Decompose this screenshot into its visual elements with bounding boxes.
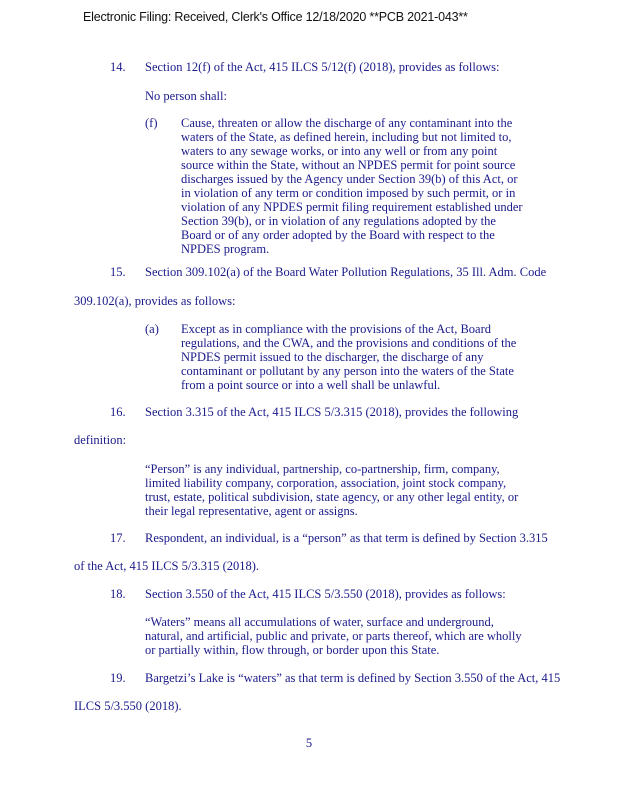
paragraph-text: Bargetzi’s Lake is “waters” as that term is defined by Section 3.550 of the Act, 415 xyxy=(145,671,561,685)
paragraph-continuation: of the Act, 415 ILCS 5/3.315 (2018). xyxy=(74,559,260,573)
paragraph-continuation: ILCS 5/3.550 (2018). xyxy=(74,699,182,713)
page-number: 5 xyxy=(305,736,313,750)
paragraph-number: 18. xyxy=(110,587,126,601)
quote-line: “Waters” means all accumulations of water, surface and underground, xyxy=(145,615,494,629)
clause-line: violation of any NPDES permit filing requirement established under xyxy=(181,200,523,214)
quote-line: natural, and artificial, public and private, or parts thereof, which are wholly xyxy=(145,629,522,643)
clause-line: Except as in compliance with the provisions of the Act, Board xyxy=(181,322,491,336)
clause-line: Board or of any order adopted by the Board with respect to the xyxy=(181,228,495,242)
paragraph-number: 17. xyxy=(110,531,126,545)
quote-line: trust, estate, political subdivision, state agency, or any other legal entity, or xyxy=(145,490,519,504)
clause-line: waters to any sewage works, or into any well or from any point xyxy=(181,144,498,158)
clause-line: regulations, and the CWA, and the provisions and conditions of the xyxy=(181,336,517,350)
quoted-definition xyxy=(145,462,518,518)
clause-text xyxy=(181,322,516,392)
clause-line: Cause, threaten or allow the discharge of any contaminant into the xyxy=(181,116,513,130)
paragraph-continuation: 309.102(a), provides as follows: xyxy=(74,294,236,308)
paragraph-continuation: definition: xyxy=(74,433,127,447)
paragraph-text: Section 12(f) of the Act, 415 ILCS 5/12(f) (2018), provides as follows: xyxy=(145,60,500,74)
clause-line: NPDES permit issued to the discharger, the discharge of any xyxy=(181,350,484,364)
intro-text: No person shall: xyxy=(145,89,227,103)
filing-header: Electronic Filing: Received, Clerk's Office 12/18/2020 **PCB 2021-043** xyxy=(83,10,468,24)
clause-line: from a point source or into a well shall be unlawful. xyxy=(181,378,441,392)
quoted-definition xyxy=(145,615,522,657)
clause-line: discharges issued by the Agency under Section 39(b) of this Act, or xyxy=(181,172,518,186)
paragraph-number: 19. xyxy=(110,671,126,685)
clause-line: source within the State, without an NPDES permit for point source xyxy=(181,158,516,172)
clause-label: (a) xyxy=(145,322,159,336)
quote-line: their legal representative, agent or assigns. xyxy=(145,504,358,518)
clause-line: Section 39(b), or in violation of any regulations adopted by the xyxy=(181,214,496,228)
clause-line: contaminant or pollutant by any person into the waters of the State xyxy=(181,364,514,378)
paragraph-number: 15. xyxy=(110,265,126,279)
clause-line: in violation of any term or condition imposed by such permit, or in xyxy=(181,186,516,200)
paragraph-text: Section 3.550 of the Act, 415 ILCS 5/3.550 (2018), provides as follows: xyxy=(145,587,506,601)
quote-line: “Person” is any individual, partnership, co-partnership, firm, company, xyxy=(145,462,500,476)
paragraph-text: Section 309.102(a) of the Board Water Pollution Regulations, 35 Ill. Adm. Code xyxy=(145,265,547,279)
paragraph-number: 16. xyxy=(110,405,126,419)
paragraph-text: Section 3.315 of the Act, 415 ILCS 5/3.315 (2018), provides the following xyxy=(145,405,519,419)
clause-line: waters of the State, as defined herein, including but not limited to, xyxy=(181,130,512,144)
paragraph-number: 14. xyxy=(110,60,126,74)
clause-line: NPDES program. xyxy=(181,242,270,256)
quote-line: limited liability company, corporation, association, joint stock company, xyxy=(145,476,507,490)
quote-line: or partially within, flow through, or border upon this State. xyxy=(145,643,440,657)
clause-label: (f) xyxy=(145,116,158,130)
paragraph-text: Respondent, an individual, is a “person” as that term is defined by Section 3.315 xyxy=(145,531,548,545)
clause-text xyxy=(181,116,523,256)
